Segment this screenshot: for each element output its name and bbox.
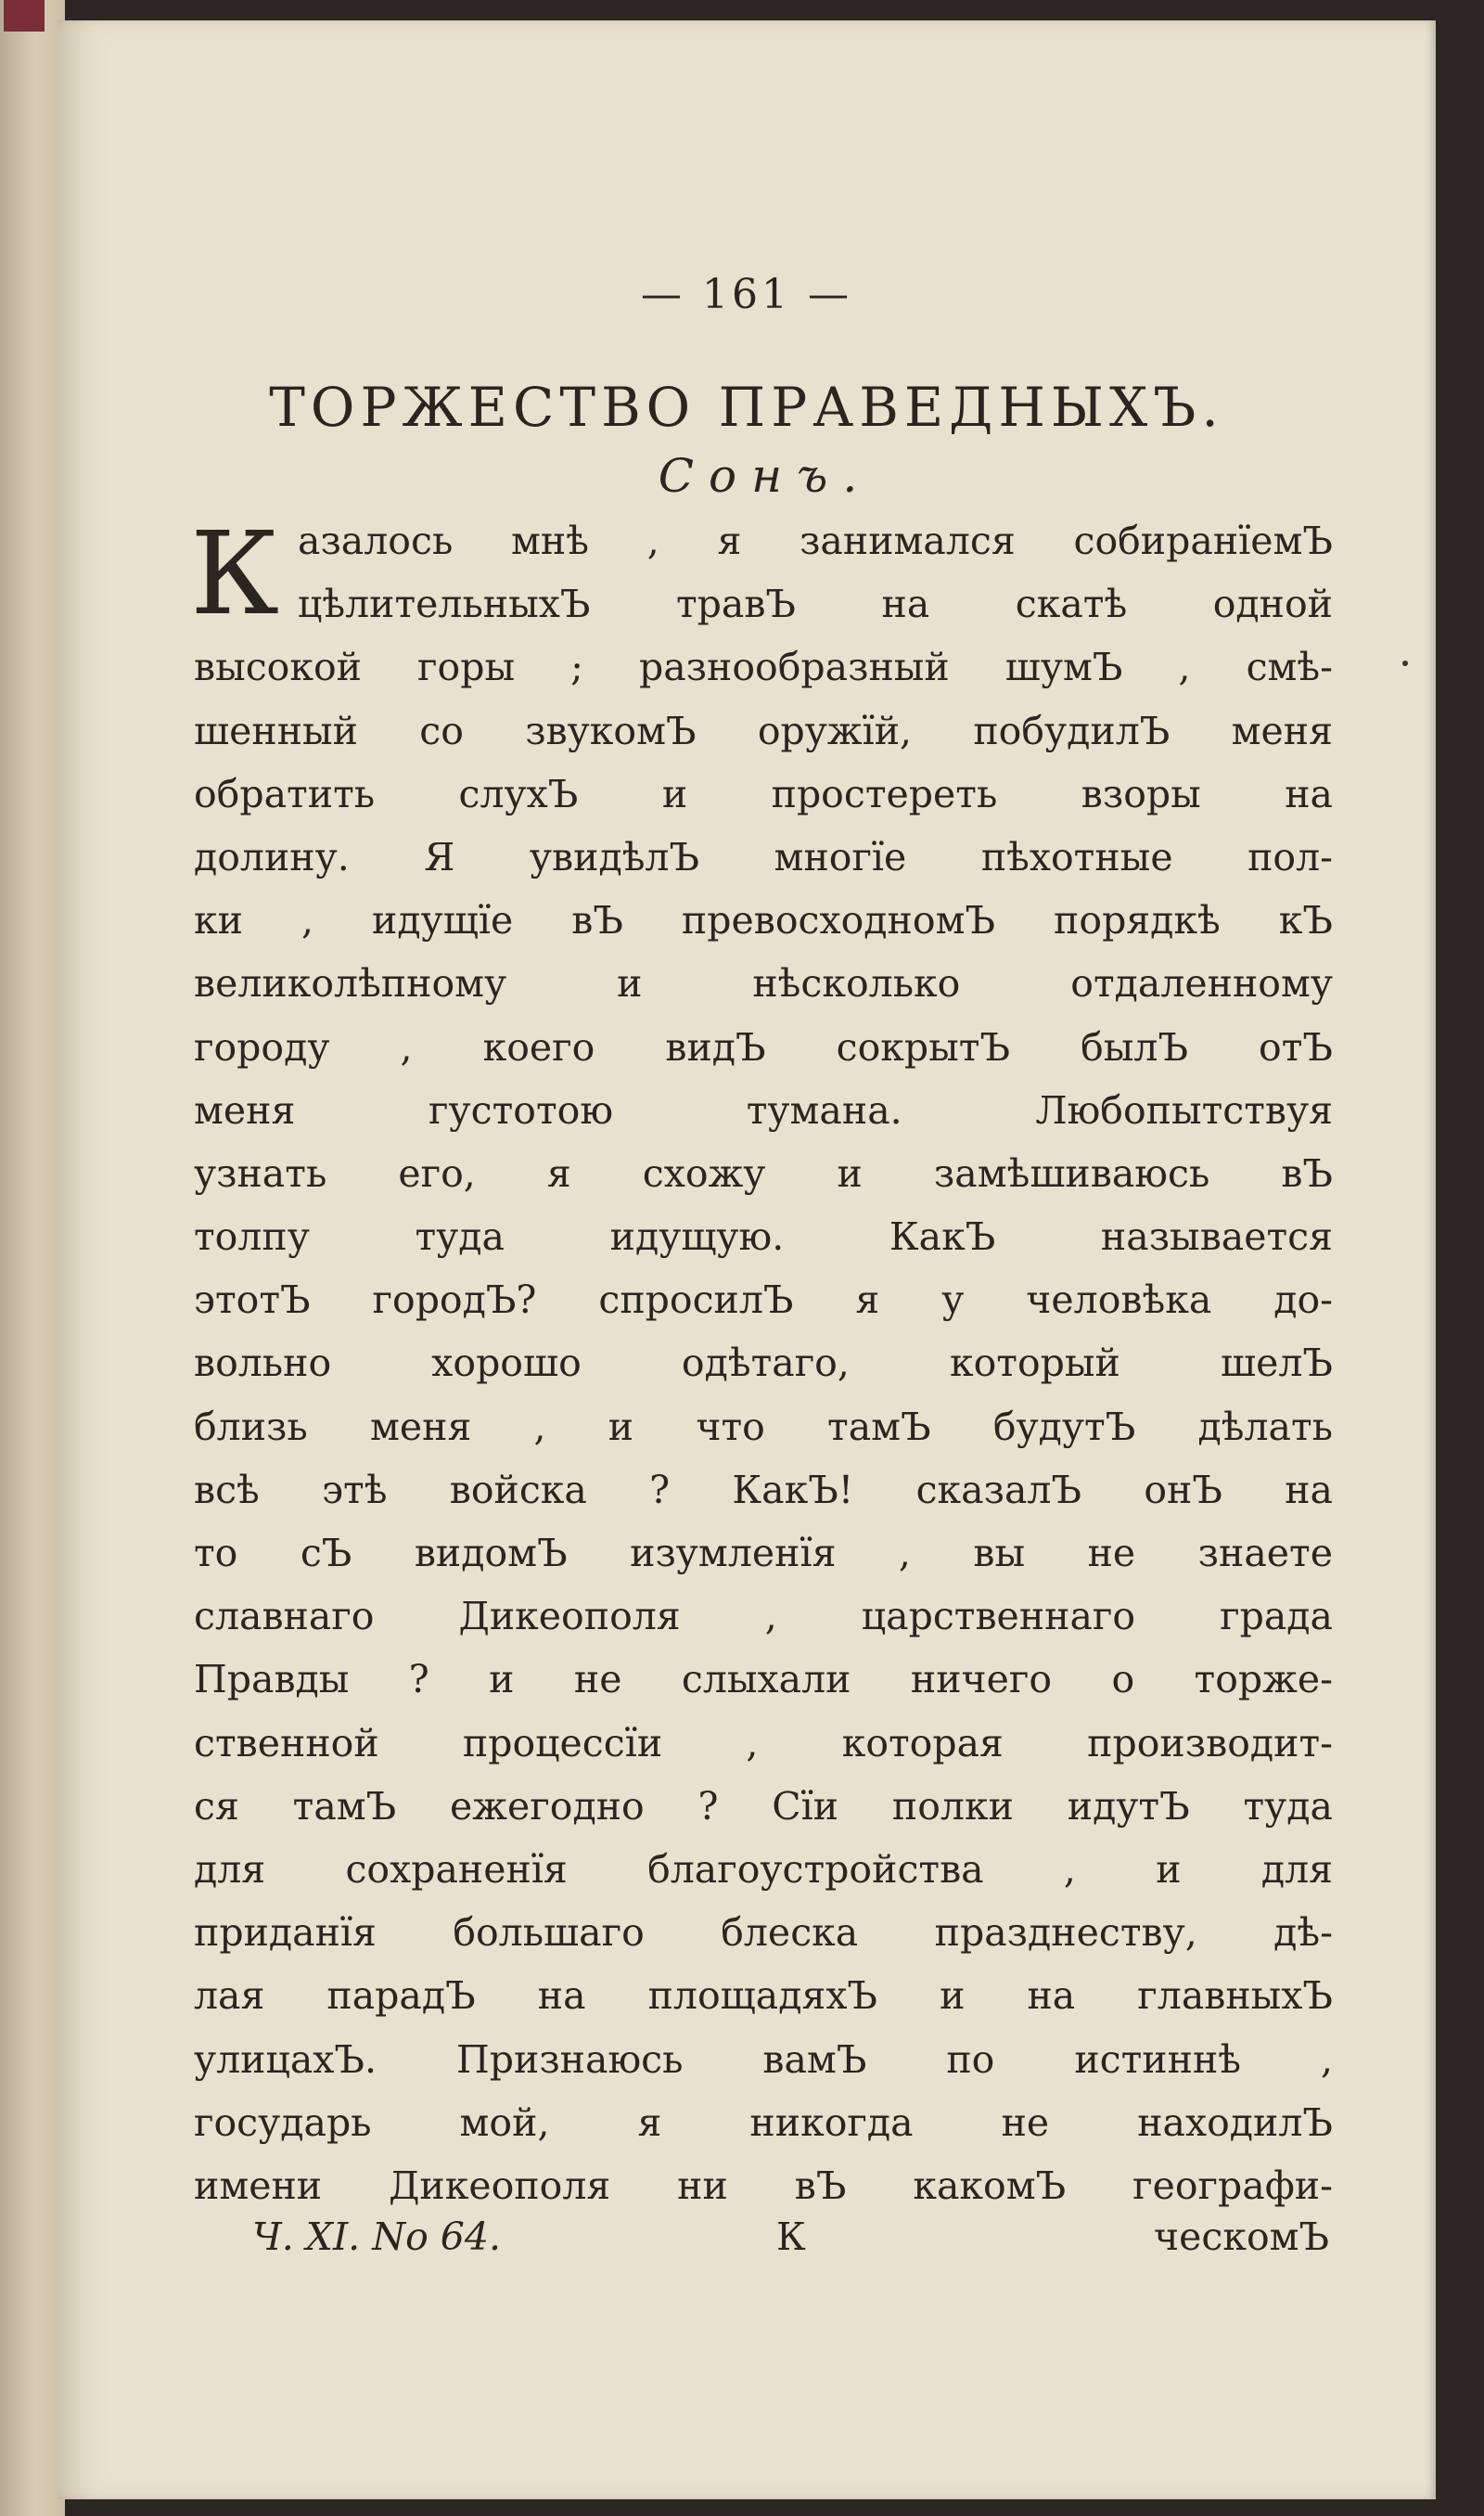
book-page <box>58 20 1436 2499</box>
text-line: толпу туда идущую. КакЪ называется <box>194 1214 1333 1260</box>
bookmark-ribbon <box>4 0 45 32</box>
text-line: приданїя большаго блеска празднеству, дѣ- <box>194 1910 1333 1956</box>
text-line: цѣлительныхЪ травЪ на скатѣ одной <box>298 582 1333 627</box>
text-line: ся тамЪ ежегодно ? Сїи полки идутЪ туда <box>194 1783 1333 1829</box>
signature-line: Ч. XI. No 64. <box>252 2214 502 2259</box>
page-title: ТОРЖЕСТВО ПРАВЕДНЫХЪ. <box>269 376 1224 439</box>
drop-cap: К <box>190 507 279 641</box>
text-line: ственной процессїи , которая производит- <box>194 1720 1333 1765</box>
subtitle: Сонъ. <box>658 449 873 503</box>
text-line: долину. Я увидѣлЪ многїе пѣхотные пол- <box>194 834 1333 879</box>
text-line: этотЪ городЪ? спросилЪ я у человѣка до- <box>194 1277 1333 1323</box>
text-line: вольно хорошо одѣтаго, который шелЪ <box>194 1341 1333 1386</box>
text-line: шенный со звукомЪ оружїй, побудилЪ меня <box>194 708 1333 753</box>
text-line: великолѣпному и нѣсколько отдаленному <box>194 961 1333 1007</box>
text-line: лая парадЪ на площадяхЪ и на главныхЪ <box>194 1973 1333 2019</box>
paper-speck <box>1402 661 1408 666</box>
text-line: славнаго Дикеополя , царственнаго града <box>194 1594 1333 1639</box>
text-line: улицахЪ. Признаюсь вамЪ по истиннѣ , <box>194 2036 1333 2082</box>
text-line: имени Дикеополя ни вЪ какомЪ географи- <box>194 2163 1333 2208</box>
catchword: ческомЪ <box>1154 2214 1330 2259</box>
text-line: узнать его, я схожу и замѣшиваюсь вЪ <box>194 1150 1333 1196</box>
text-line: то сЪ видомЪ изумленїя , вы не знаете <box>194 1531 1333 1575</box>
text-line: ки , идущїе вЪ превосходномЪ порядкѣ кЪ <box>194 898 1333 944</box>
text-line: Правды ? и не слыхали ничего о торже- <box>194 1657 1333 1702</box>
text-line: обратить слухЪ и простереть взоры на <box>194 771 1333 816</box>
text-line: высокой горы ; разнообразный шумЪ , смѣ- <box>194 645 1333 690</box>
adjacent-page-edge <box>0 0 65 2516</box>
body-text <box>190 507 1333 2217</box>
text-line: меня густотою тумана. Любопытствуя <box>194 1087 1333 1133</box>
page-number: — 161 — <box>641 271 852 318</box>
text-line: городу , коего видЪ сокрытЪ былЪ отЪ <box>194 1024 1333 1070</box>
signature-mark: К <box>776 2214 806 2259</box>
text-line: всѣ этѣ войска ? КакЪ! сказалЪ онЪ на <box>194 1467 1333 1512</box>
text-line: азалось мнѣ , я занимался собиранїемЪ <box>298 519 1333 563</box>
text-line: государь мой, я никогда не находилЪ <box>194 2099 1333 2145</box>
text-line: близь меня , и что тамЪ будутЪ дѣлать <box>194 1404 1333 1449</box>
text-line: для сохраненїя благоустройства , и для <box>194 1846 1333 1892</box>
